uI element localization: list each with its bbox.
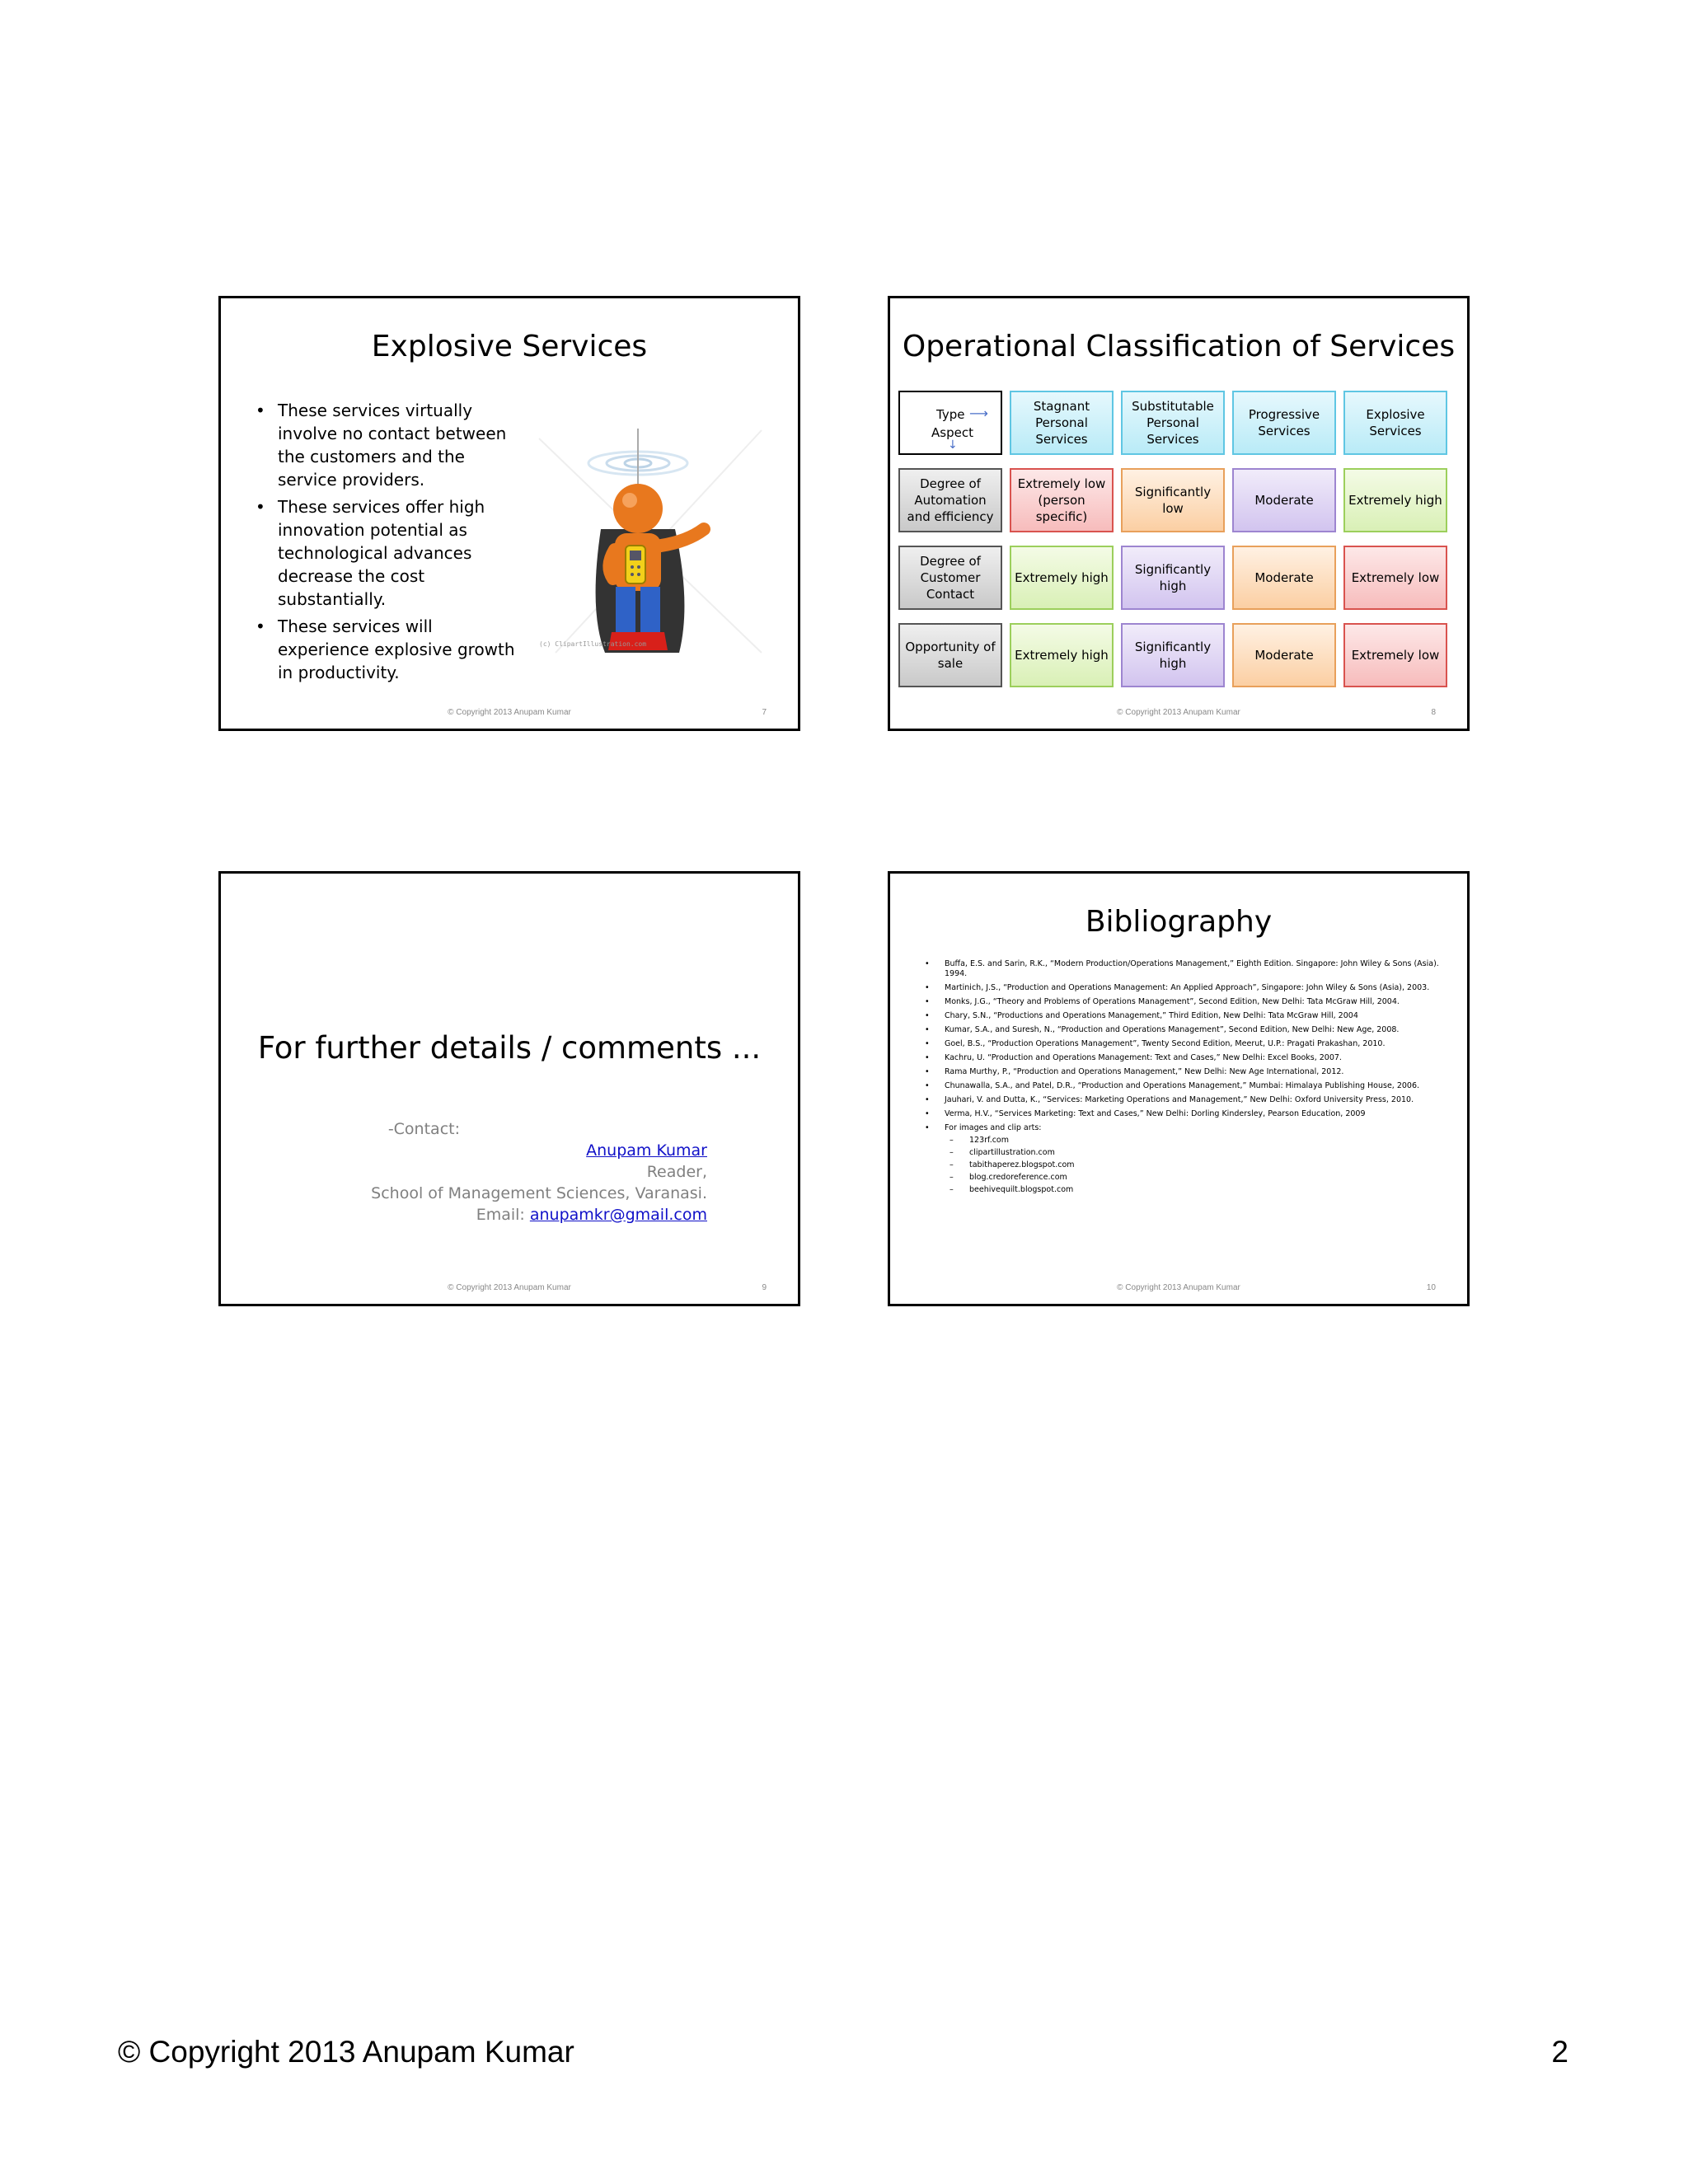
- table-cell: Extremely low: [1343, 623, 1447, 687]
- clipart-sources-label: For images and clip arts:: [945, 1123, 1042, 1132]
- clipart-credit: (c) ClipartIllustration.com: [539, 640, 647, 648]
- superhero-clipart-image: [523, 405, 786, 677]
- bullet-item: • These services offer high innovation potential as technological advances decrease the cost substantially.: [251, 495, 523, 611]
- clipart-source: – blog.credoreference.com: [945, 1173, 1449, 1183]
- corner-type-label: Type: [936, 407, 965, 422]
- contact-label: -Contact:: [387, 1120, 460, 1138]
- table-cell: Extremely high: [1010, 623, 1114, 687]
- table-cell: Extremely high: [1343, 468, 1447, 532]
- slide-title: Operational Classification of Services: [902, 330, 1456, 363]
- table-cell: Significantly low: [1121, 468, 1225, 532]
- column-header: Substitutable Personal Services: [1121, 391, 1225, 455]
- slide-9: [218, 871, 800, 1306]
- slide-footer: © Copyright 2013 Anupam Kumar: [1117, 708, 1240, 717]
- bibliography-item: • Rama Murthy, P., “Production and Operations Management,” New Delhi: New Age International, 2012.: [913, 1067, 1449, 1077]
- column-header: Explosive Services: [1343, 391, 1447, 455]
- email-label: Email:: [476, 1206, 530, 1224]
- slide-number: 9: [762, 1283, 767, 1292]
- bullet-list: [251, 399, 523, 688]
- table-cell: Moderate: [1232, 468, 1336, 532]
- slide-footer: © Copyright 2013 Anupam Kumar: [1117, 1283, 1240, 1292]
- bibliography-item: • Kumar, S.A., and Suresh, N., “Production and Operations Management”, Second Edition, New Delhi: New Age, 2008.: [913, 1025, 1449, 1035]
- slide-8: [888, 296, 1470, 731]
- contact-block: [371, 1118, 707, 1226]
- bibliography-item: • Kachru, U. “Production and Operations Management: Text and Cases,” New Delhi: Excel Books, 2007.: [913, 1053, 1449, 1063]
- column-header: Progressive Services: [1232, 391, 1336, 455]
- table-cell: Extremely high: [1010, 546, 1114, 610]
- table-cell: Moderate: [1232, 623, 1336, 687]
- bibliography-item: • Chunawalla, S.A., and Patel, D.R., “Production and Operations Management,” Mumbai: Himalaya Publishing House, 2006.: [913, 1081, 1449, 1091]
- bibliography-item: • Jauhari, V. and Dutta, K., “Services: Marketing Operations and Management,” New Delhi: Oxford University Press, 2010.: [913, 1095, 1449, 1105]
- corner-aspect-label: Aspect: [931, 425, 973, 440]
- page-number: 2: [1551, 2035, 1568, 2069]
- slide-footer: © Copyright 2013 Anupam Kumar: [448, 1283, 571, 1292]
- bibliography-item: [913, 1123, 1449, 1195]
- bibliography-list: [913, 959, 1449, 1199]
- bibliography-item: • Goel, B.S., “Production Operations Management”, Twenty Second Edition, Meerut, U.P.: Pragati Prakashan, 2010.: [913, 1039, 1449, 1049]
- slide-title: For further details / comments ...: [257, 1030, 762, 1066]
- table-corner-cell: [898, 391, 1002, 455]
- table-cell: Significantly high: [1121, 546, 1225, 610]
- slide-title: Explosive Services: [371, 330, 648, 363]
- row-header: Opportunity of sale: [898, 623, 1002, 687]
- bibliography-item: • Verma, H.V., “Services Marketing: Text and Cases,” New Delhi: Dorling Kindersley, Pearson Education, 2009: [913, 1109, 1449, 1119]
- table-cell: Extremely low (person specific): [1010, 468, 1114, 532]
- bullet-item: • These services will experience explosive growth in productivity.: [251, 615, 523, 684]
- clipart-source: – 123rf.com: [945, 1136, 1449, 1146]
- author-role: Reader,: [646, 1163, 707, 1181]
- slide-number: 10: [1426, 1283, 1436, 1292]
- clipart-sources-list: [945, 1136, 1449, 1195]
- table-cell: Moderate: [1232, 546, 1336, 610]
- clipart-source: – tabithaperez.blogspot.com: [945, 1160, 1449, 1170]
- table-cell: Extremely low: [1343, 546, 1447, 610]
- column-header: Stagnant Personal Services: [1010, 391, 1114, 455]
- clipart-source: – clipartillustration.com: [945, 1148, 1449, 1158]
- slide-footer: © Copyright 2013 Anupam Kumar: [448, 708, 571, 717]
- arrow-down-icon: ↓: [948, 438, 958, 452]
- row-header: Degree of Automation and efficiency: [898, 468, 1002, 532]
- author-org: School of Management Sciences, Varanasi.: [371, 1184, 707, 1202]
- slide-title: Bibliography: [1085, 905, 1273, 939]
- email-link[interactable]: anupamkr@gmail.com: [529, 1206, 707, 1224]
- bullet-item: • These services virtually involve no contact between the customers and the service providers.: [251, 399, 523, 491]
- slide-number: 7: [762, 708, 767, 717]
- row-header: Degree of Customer Contact: [898, 546, 1002, 610]
- slide-7: [218, 296, 800, 731]
- page-copyright: © Copyright 2013 Anupam Kumar: [118, 2035, 574, 2069]
- bibliography-item: • Chary, S.N., “Productions and Operations Management,” Third Edition, New Delhi: Tata McGraw Hill, 2004: [913, 1011, 1449, 1021]
- author-name-link[interactable]: Anupam Kumar: [586, 1141, 707, 1160]
- table-cell: Significantly high: [1121, 623, 1225, 687]
- bibliography-item: • Martinich, J.S., “Production and Operations Management: An Applied Approach”, Singapore: John Wiley & Sons (Asia), 2003.: [913, 983, 1449, 993]
- bibliography-item: • Monks, J.G., “Theory and Problems of Operations Management”, Second Edition, New Delhi: Tata McGraw Hill, 2004.: [913, 997, 1449, 1007]
- slide-number: 8: [1431, 708, 1436, 717]
- arrow-right-icon: ⟶: [969, 405, 988, 421]
- clipart-source: – beehivequilt.blogspot.com: [945, 1185, 1449, 1195]
- slide-10: [888, 871, 1470, 1306]
- bibliography-item: • Buffa, E.S. and Sarin, R.K., “Modern Production/Operations Management,” Eighth Edition. Singapore: John Wiley & Sons (Asia). 1994.: [913, 959, 1449, 979]
